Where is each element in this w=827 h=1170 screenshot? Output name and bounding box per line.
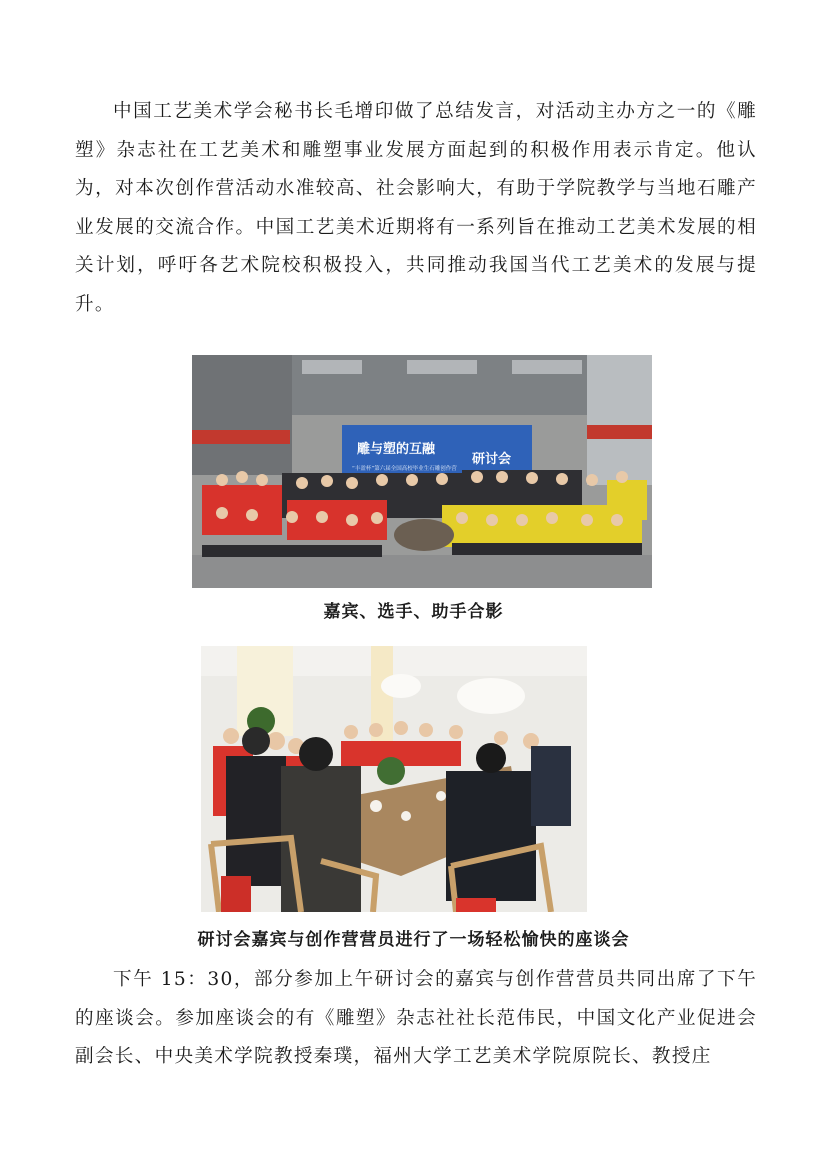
group-photo — [192, 355, 652, 588]
figure-caption-group-photo: 嘉宾、选手、助手合影 — [323, 602, 504, 622]
paragraph-afternoon-meeting: 下午 15：30，部分参加上午研讨会的嘉宾与创作营营员共同出席了下午的座谈会。参加座谈会的有《雕塑》杂志社社长范伟民，中国文化产业促进会副会长、中央美术学院教授秦璞，福州大学工艺美术学院原院长、教授庄 — [75, 969, 757, 1067]
banner-subtitle: “丰盈杯”第六届全国高校毕业生石雕创作营 — [352, 466, 457, 472]
figure-caption-discussion: 研讨会嘉宾与创作营营员进行了一场轻松愉快的座谈会 — [197, 930, 630, 950]
discussion-photo — [201, 646, 587, 912]
banner-title-2: 研讨会 — [472, 452, 512, 467]
banner-title-1: 雕与塑的互融 — [357, 442, 436, 457]
paragraph-summary-speech: 中国工艺美术学会秘书长毛增印做了总结发言，对活动主办方之一的《雕塑》杂志社在工艺美术和雕塑事业发展方面起到的积极作用表示肯定。他认为，对本次创作营活动水准较高、社会影响大，有助于学院教学与当地石雕产业发展的交流合作。中国工艺美术近期将有一系列旨在推动工艺美术发展的相关计划，呼吁各艺术院校积极投入，共同推动我国当代工艺美术的发展与提升。 — [75, 101, 757, 315]
